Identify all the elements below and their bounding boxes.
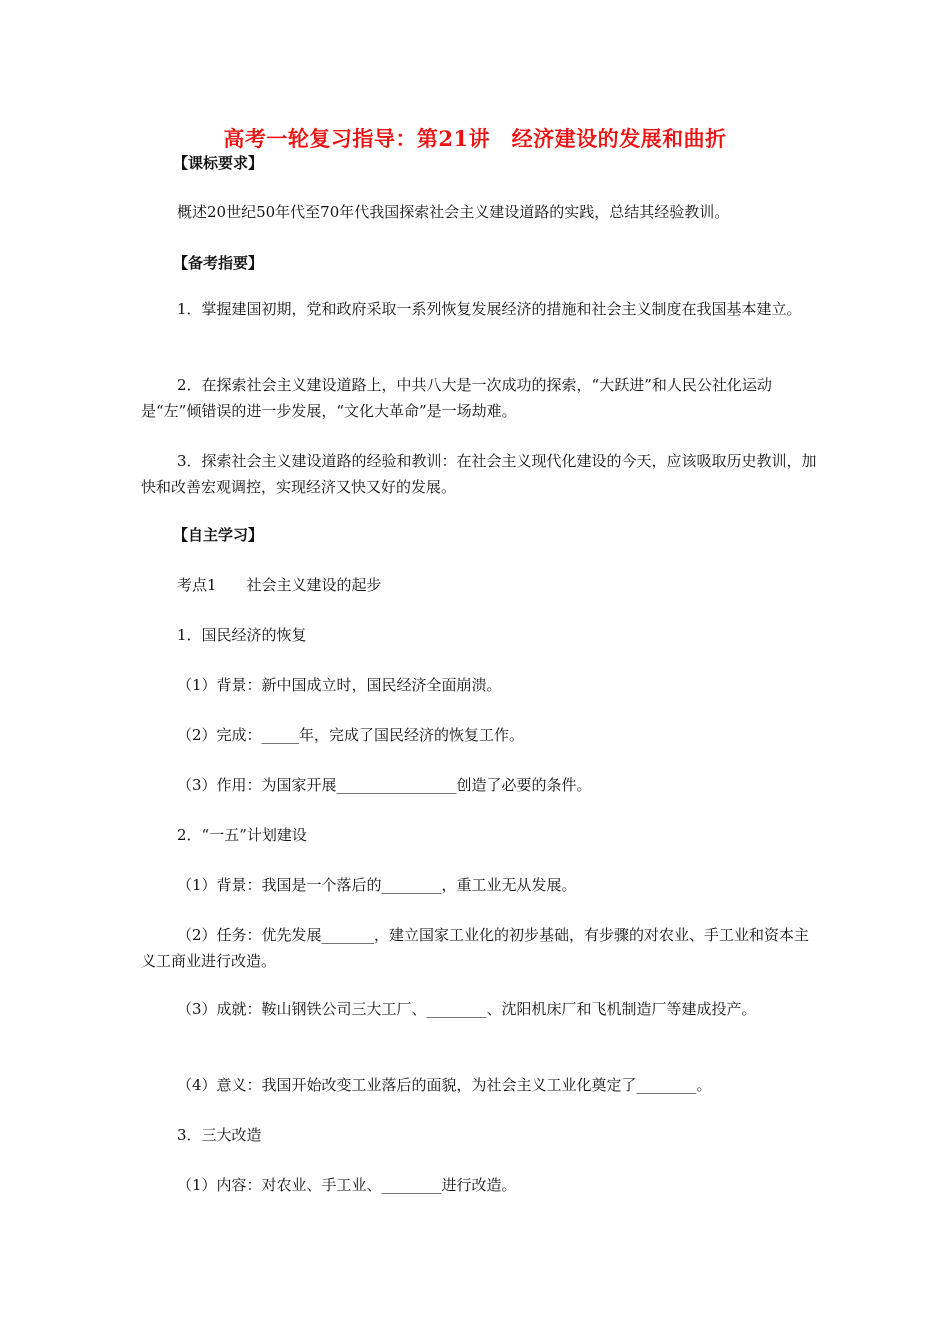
item-1-1: （1）背景：新中国成立时，国民经济全面崩溃。: [177, 676, 502, 694]
section-heading-beikao: 【备考指要】: [173, 254, 264, 272]
kaodian-1: 考点1 社会主义建设的起步: [177, 576, 382, 594]
item-3-1: （1）内容：对农业、手工业、________进行改造。: [177, 1176, 517, 1194]
beikao-item-2: 2．在探索社会主义建设道路上，中共八大是一次成功的探索，“大跃进”和人民公社化运动是“左”倾错误的进一步发展，“文化大革命”是一场劫难。: [141, 376, 772, 420]
kebiao-text: 概述20世纪50年代至70年代我国探索社会主义建设道路的实践，总结其经验教训。: [177, 203, 730, 221]
item-1-3: （3）作用：为国家开展________________创造了必要的条件。: [177, 776, 592, 794]
item-1: 1．国民经济的恢复: [177, 626, 307, 644]
item-2-4: （4）意义：我国开始改变工业落后的面貌，为社会主义工业化奠定了________。: [177, 1076, 712, 1094]
item-3: 3．三大改造: [177, 1126, 262, 1144]
item-1-2: （2）完成：_____年，完成了国民经济的恢复工作。: [177, 726, 525, 744]
section-heading-kebiao: 【课标要求】: [173, 154, 264, 172]
item-2-1: （1）背景：我国是一个落后的________，重工业无从发展。: [177, 876, 577, 894]
section-heading-zizhu: 【自主学习】: [173, 526, 264, 544]
item-2-3: （3）成就：鞍山钢铁公司三大工厂、________、沈阳机床厂和飞机制造厂等建成投产。: [177, 1000, 757, 1018]
page-title: 高考一轮复习指导：第21讲 经济建设的发展和曲折: [223, 126, 727, 151]
beikao-item-1: 1．掌握建国初期，党和政府采取一系列恢复发展经济的措施和社会主义制度在我国基本建立。: [177, 300, 802, 318]
item-2-2: （2）任务：优先发展_______，建立国家工业化的初步基础，有步骤的对农业、手工业和资本主义工商业进行改造。: [141, 926, 810, 970]
beikao-item-3: 3．探索社会主义建设道路的经验和教训：在社会主义现代化建设的今天，应该吸取历史教训，加快和改善宏观调控，实现经济又快又好的发展。: [141, 452, 817, 496]
item-2: 2．“一五”计划建设: [177, 826, 307, 844]
